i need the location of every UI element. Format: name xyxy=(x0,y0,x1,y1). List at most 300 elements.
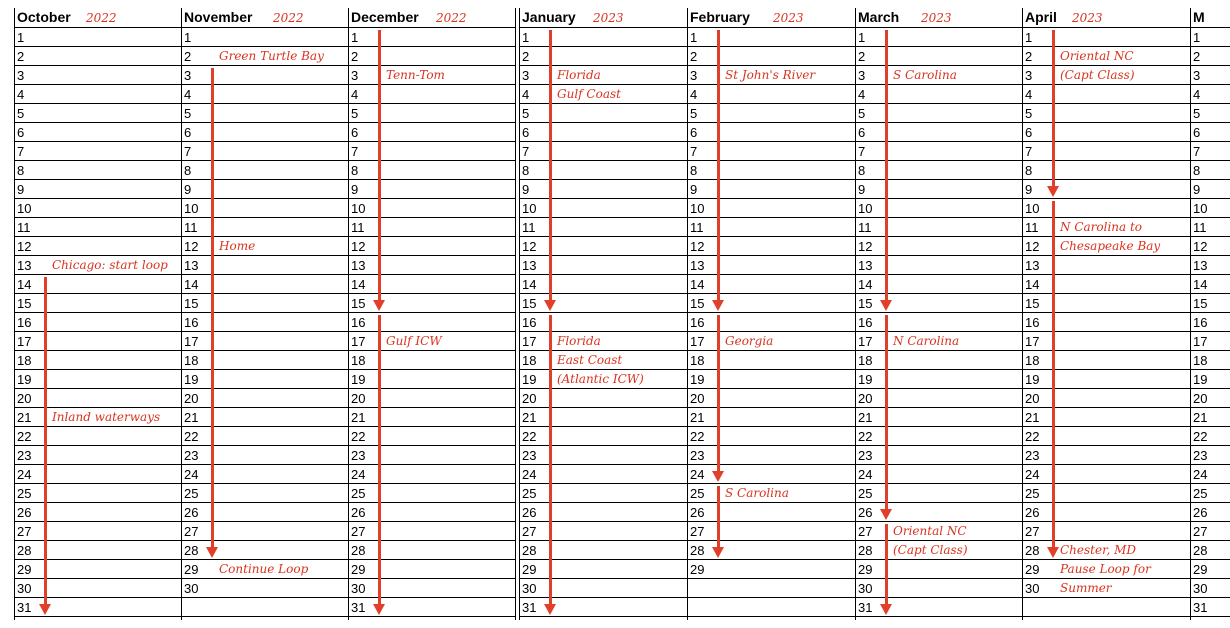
day-row xyxy=(348,579,516,598)
day-number: 23 xyxy=(17,448,32,463)
day-number: 18 xyxy=(1193,353,1208,368)
day-row xyxy=(519,47,687,66)
day-number: 21 xyxy=(1193,410,1208,425)
day-row xyxy=(1190,66,1230,85)
day-row xyxy=(855,560,1022,579)
day-number: 20 xyxy=(17,391,32,406)
day-number: 31 xyxy=(522,600,537,615)
day-row xyxy=(519,237,687,256)
day-row xyxy=(14,389,181,408)
day-number: 20 xyxy=(184,391,199,406)
day-row xyxy=(855,484,1022,503)
day-number: 16 xyxy=(17,315,32,330)
column-divider xyxy=(348,8,349,620)
day-number: 21 xyxy=(351,410,366,425)
route-note xyxy=(1060,49,1135,87)
day-number: 17 xyxy=(184,334,199,349)
day-row xyxy=(1190,560,1230,579)
route-note-line: (Capt Class) xyxy=(1060,68,1135,82)
day-row xyxy=(519,427,687,446)
day-number: 16 xyxy=(522,315,537,330)
day-number: 26 xyxy=(1025,505,1040,520)
day-number: 27 xyxy=(1025,524,1040,539)
day-number: 2 xyxy=(184,49,192,64)
day-row xyxy=(519,199,687,218)
day-number: 18 xyxy=(184,353,199,368)
day-number: 10 xyxy=(351,201,366,216)
day-row xyxy=(855,180,1022,199)
day-row xyxy=(181,427,348,446)
day-number: 11 xyxy=(1193,220,1207,235)
day-row xyxy=(14,28,181,47)
day-row xyxy=(348,123,516,142)
day-row xyxy=(855,199,1022,218)
day-number: 16 xyxy=(1193,315,1208,330)
day-row xyxy=(687,256,855,275)
day-row xyxy=(348,465,516,484)
day-row xyxy=(1022,161,1190,180)
day-row xyxy=(687,598,855,617)
day-row xyxy=(181,408,348,427)
day-row xyxy=(855,142,1022,161)
month-column-april xyxy=(1022,8,1190,620)
day-number: 7 xyxy=(522,144,530,159)
day-row xyxy=(855,427,1022,446)
day-row xyxy=(1022,123,1190,142)
day-row xyxy=(1190,104,1230,123)
day-row xyxy=(855,256,1022,275)
day-number: 13 xyxy=(1025,258,1040,273)
day-number: 5 xyxy=(17,106,25,121)
day-number: 29 xyxy=(522,562,537,577)
route-arrow xyxy=(378,30,381,302)
day-number: 21 xyxy=(17,410,32,425)
day-number: 8 xyxy=(351,163,359,178)
day-number: 3 xyxy=(690,68,698,83)
day-row xyxy=(14,85,181,104)
day-number: 30 xyxy=(522,581,537,596)
day-number: 27 xyxy=(522,524,537,539)
day-number: 7 xyxy=(690,144,698,159)
day-number: 3 xyxy=(351,68,359,83)
day-row xyxy=(181,446,348,465)
day-row xyxy=(1190,465,1230,484)
day-number: 28 xyxy=(351,543,366,558)
day-number: 11 xyxy=(858,220,872,235)
day-number: 10 xyxy=(522,201,537,216)
arrow-head xyxy=(712,547,724,558)
day-row xyxy=(181,522,348,541)
day-number: 6 xyxy=(858,125,866,140)
day-row xyxy=(14,503,181,522)
route-note xyxy=(557,68,621,106)
day-row xyxy=(1022,142,1190,161)
route-note-line: Georgia xyxy=(725,334,774,348)
day-number: 24 xyxy=(184,467,199,482)
month-header xyxy=(855,8,1022,28)
day-number: 2 xyxy=(1025,49,1033,64)
day-row xyxy=(687,237,855,256)
day-row xyxy=(14,275,181,294)
day-number: 3 xyxy=(522,68,530,83)
month-year: 2023 xyxy=(921,11,952,25)
day-number: 16 xyxy=(858,315,873,330)
day-number: 17 xyxy=(17,334,32,349)
day-number: 22 xyxy=(858,429,873,444)
day-row xyxy=(348,237,516,256)
day-number: 31 xyxy=(17,600,32,615)
route-note xyxy=(219,562,308,581)
day-row xyxy=(687,123,855,142)
day-row xyxy=(1022,389,1190,408)
day-number: 18 xyxy=(1025,353,1040,368)
day-number: 24 xyxy=(17,467,32,482)
day-number: 14 xyxy=(858,277,873,292)
day-row xyxy=(687,161,855,180)
month-year: 2022 xyxy=(86,11,117,25)
day-row xyxy=(519,503,687,522)
day-row xyxy=(1190,408,1230,427)
day-row xyxy=(1190,142,1230,161)
arrow-head xyxy=(39,604,51,615)
day-number: 8 xyxy=(1193,163,1201,178)
day-number: 1 xyxy=(351,30,359,45)
day-number: 18 xyxy=(858,353,873,368)
day-row xyxy=(687,408,855,427)
route-note-line: Florida xyxy=(557,334,601,348)
day-row xyxy=(855,47,1022,66)
arrow-head xyxy=(206,547,218,558)
day-number: 19 xyxy=(1193,372,1208,387)
day-number: 5 xyxy=(1025,106,1033,121)
day-number: 18 xyxy=(690,353,705,368)
day-row xyxy=(348,370,516,389)
day-number: 7 xyxy=(184,144,192,159)
route-note xyxy=(725,486,789,505)
route-note-line: S Carolina xyxy=(893,68,957,82)
day-number: 13 xyxy=(690,258,705,273)
day-number: 15 xyxy=(351,296,366,311)
day-number: 3 xyxy=(1193,68,1201,83)
day-row xyxy=(14,351,181,370)
day-row xyxy=(1190,446,1230,465)
day-row xyxy=(181,218,348,237)
day-number: 12 xyxy=(1193,239,1208,254)
day-row xyxy=(855,85,1022,104)
day-number: 26 xyxy=(1193,505,1208,520)
day-row xyxy=(687,427,855,446)
day-number: 6 xyxy=(184,125,192,140)
day-row xyxy=(1190,332,1230,351)
day-number: 12 xyxy=(690,239,705,254)
day-row xyxy=(1190,237,1230,256)
route-note-line: Gulf Coast xyxy=(557,87,621,101)
day-number: 28 xyxy=(184,543,199,558)
day-number: 7 xyxy=(858,144,866,159)
day-row xyxy=(348,218,516,237)
day-number: 5 xyxy=(184,106,192,121)
day-row xyxy=(1022,351,1190,370)
day-number: 4 xyxy=(858,87,866,102)
day-number: 9 xyxy=(858,182,866,197)
day-number: 8 xyxy=(184,163,192,178)
day-number: 18 xyxy=(17,353,32,368)
day-number: 19 xyxy=(17,372,32,387)
day-row xyxy=(348,484,516,503)
day-number: 26 xyxy=(17,505,32,520)
day-row xyxy=(181,85,348,104)
day-row xyxy=(348,85,516,104)
month-year: 2023 xyxy=(1072,11,1103,25)
day-row xyxy=(687,313,855,332)
route-arrow xyxy=(885,30,888,302)
day-row xyxy=(1190,484,1230,503)
day-row xyxy=(519,28,687,47)
day-number: 12 xyxy=(858,239,873,254)
day-number: 26 xyxy=(184,505,199,520)
day-row xyxy=(1190,598,1230,617)
day-number: 8 xyxy=(1025,163,1033,178)
column-divider xyxy=(14,8,15,620)
route-note xyxy=(1060,543,1151,600)
day-number: 14 xyxy=(1193,277,1208,292)
route-note-line: Home xyxy=(219,239,256,253)
day-number: 4 xyxy=(184,87,192,102)
day-number: 13 xyxy=(1193,258,1208,273)
month-name: January xyxy=(522,9,576,25)
day-number: 22 xyxy=(351,429,366,444)
day-number: 21 xyxy=(1025,410,1040,425)
day-row xyxy=(687,180,855,199)
day-number: 9 xyxy=(1193,182,1201,197)
day-number: 21 xyxy=(858,410,873,425)
route-arrow xyxy=(717,315,720,473)
day-row xyxy=(1190,28,1230,47)
route-arrow xyxy=(378,315,381,606)
day-number: 16 xyxy=(184,315,199,330)
route-note xyxy=(386,68,445,87)
day-row xyxy=(855,313,1022,332)
route-arrow xyxy=(211,68,214,549)
route-note-line: East Coast xyxy=(557,353,623,367)
day-number: 23 xyxy=(690,448,705,463)
day-number: 22 xyxy=(17,429,32,444)
month-header xyxy=(519,8,687,28)
day-row xyxy=(1022,427,1190,446)
route-arrow xyxy=(717,486,720,549)
day-row xyxy=(181,142,348,161)
day-number: 17 xyxy=(522,334,537,349)
day-row xyxy=(1022,522,1190,541)
arrow-head xyxy=(373,300,385,311)
route-arrow xyxy=(1052,201,1055,549)
day-number: 4 xyxy=(690,87,698,102)
day-number: 15 xyxy=(184,296,199,311)
day-number: 15 xyxy=(522,296,537,311)
day-row xyxy=(1190,579,1230,598)
day-number: 21 xyxy=(690,410,705,425)
route-note-line: N Carolina xyxy=(893,334,960,348)
day-number: 7 xyxy=(1193,144,1201,159)
month-column-m xyxy=(1190,8,1230,620)
day-row xyxy=(1022,104,1190,123)
day-number: 13 xyxy=(351,258,366,273)
day-row xyxy=(519,446,687,465)
route-note xyxy=(893,524,968,562)
day-row xyxy=(1190,218,1230,237)
day-row xyxy=(687,104,855,123)
day-number: 26 xyxy=(522,505,537,520)
month-column-october xyxy=(14,8,181,620)
day-number: 28 xyxy=(1025,543,1040,558)
day-row xyxy=(519,579,687,598)
day-number: 10 xyxy=(184,201,199,216)
route-note xyxy=(893,334,959,353)
day-row xyxy=(181,275,348,294)
day-row xyxy=(687,275,855,294)
month-name: October xyxy=(17,9,71,25)
day-number: 6 xyxy=(17,125,25,140)
day-row xyxy=(1022,275,1190,294)
route-note-line: Green Turtle Bay xyxy=(219,49,324,63)
route-note xyxy=(219,239,255,258)
day-row xyxy=(181,579,348,598)
day-row xyxy=(181,66,348,85)
column-divider xyxy=(855,8,856,620)
day-number: 25 xyxy=(858,486,873,501)
day-number: 15 xyxy=(1193,296,1208,311)
day-number: 13 xyxy=(858,258,873,273)
day-row xyxy=(1190,541,1230,560)
day-number: 27 xyxy=(690,524,705,539)
day-number: 18 xyxy=(351,353,366,368)
day-row xyxy=(519,180,687,199)
day-number: 26 xyxy=(351,505,366,520)
day-row xyxy=(14,123,181,142)
column-divider xyxy=(181,8,182,620)
day-row xyxy=(1190,275,1230,294)
day-row xyxy=(14,484,181,503)
day-row xyxy=(14,541,181,560)
day-row xyxy=(1022,484,1190,503)
month-header xyxy=(348,8,516,28)
day-number: 28 xyxy=(1193,543,1208,558)
day-number: 10 xyxy=(1025,201,1040,216)
day-row xyxy=(348,522,516,541)
day-number: 31 xyxy=(858,600,873,615)
day-row xyxy=(348,256,516,275)
day-number: 3 xyxy=(1025,68,1033,83)
day-number: 25 xyxy=(351,486,366,501)
day-number: 5 xyxy=(690,106,698,121)
day-row xyxy=(181,161,348,180)
day-row xyxy=(1190,389,1230,408)
day-number: 2 xyxy=(522,49,530,64)
day-number: 25 xyxy=(184,486,199,501)
day-number: 8 xyxy=(858,163,866,178)
day-number: 26 xyxy=(858,505,873,520)
day-number: 6 xyxy=(351,125,359,140)
day-number: 25 xyxy=(690,486,705,501)
column-divider xyxy=(515,8,516,620)
day-row xyxy=(14,465,181,484)
day-number: 11 xyxy=(17,220,31,235)
day-number: 20 xyxy=(522,391,537,406)
day-number: 30 xyxy=(184,581,199,596)
day-row xyxy=(519,465,687,484)
day-number: 10 xyxy=(690,201,705,216)
day-number: 4 xyxy=(17,87,25,102)
day-row xyxy=(1190,85,1230,104)
day-number: 22 xyxy=(1025,429,1040,444)
day-number: 13 xyxy=(522,258,537,273)
day-number: 30 xyxy=(351,581,366,596)
day-number: 20 xyxy=(690,391,705,406)
day-number: 29 xyxy=(1025,562,1040,577)
day-number: 30 xyxy=(1193,581,1208,596)
day-row xyxy=(181,256,348,275)
day-row xyxy=(855,28,1022,47)
day-number: 14 xyxy=(184,277,199,292)
day-row xyxy=(1190,161,1230,180)
day-number: 31 xyxy=(351,600,366,615)
day-number: 4 xyxy=(522,87,530,102)
day-row xyxy=(14,427,181,446)
day-row xyxy=(181,598,348,617)
route-note-line: Chester, MD xyxy=(1060,543,1137,557)
day-number: 23 xyxy=(1025,448,1040,463)
day-number: 8 xyxy=(17,163,25,178)
day-row xyxy=(687,579,855,598)
day-number: 6 xyxy=(690,125,698,140)
day-row xyxy=(14,237,181,256)
day-number: 6 xyxy=(1193,125,1201,140)
day-row xyxy=(348,180,516,199)
day-number: 22 xyxy=(522,429,537,444)
route-note-line: Oriental NC xyxy=(1060,49,1134,63)
route-note-line: S Carolina xyxy=(725,486,789,500)
route-note xyxy=(557,334,644,391)
day-number: 9 xyxy=(690,182,698,197)
day-row xyxy=(348,313,516,332)
day-number: 9 xyxy=(1025,182,1033,197)
arrow-head xyxy=(1047,186,1059,197)
day-row xyxy=(348,142,516,161)
day-row xyxy=(1190,522,1230,541)
day-number: 24 xyxy=(1193,467,1208,482)
day-number: 20 xyxy=(1025,391,1040,406)
day-row xyxy=(348,503,516,522)
day-number: 19 xyxy=(858,372,873,387)
day-number: 28 xyxy=(858,543,873,558)
month-column-december xyxy=(348,8,516,620)
route-note-line: Gulf ICW xyxy=(386,334,442,348)
day-row xyxy=(855,408,1022,427)
day-row xyxy=(1022,85,1190,104)
day-row xyxy=(1022,199,1190,218)
day-row xyxy=(14,104,181,123)
day-row xyxy=(348,408,516,427)
route-note-line: Inland waterways xyxy=(52,410,161,424)
month-header xyxy=(14,8,181,28)
day-row xyxy=(1190,123,1230,142)
day-row xyxy=(519,256,687,275)
day-number: 17 xyxy=(1025,334,1040,349)
day-row xyxy=(855,237,1022,256)
day-number: 15 xyxy=(858,296,873,311)
day-number: 1 xyxy=(690,30,698,45)
route-note-line: (Atlantic ICW) xyxy=(557,372,644,386)
